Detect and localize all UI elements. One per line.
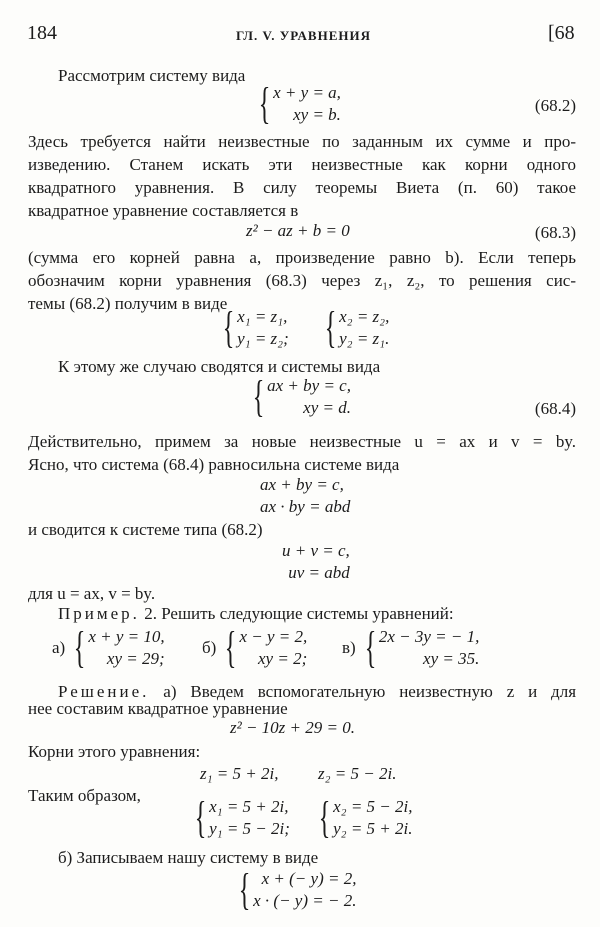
- equation-row: u + v = c,: [282, 541, 350, 560]
- equation-row: x · (− y) = − 2.: [253, 891, 357, 910]
- equation-row: x₁ = 5 + 2i,: [209, 797, 289, 816]
- equation-row: x − y = 2,: [239, 627, 308, 646]
- equation-row: x₁ = z₁,: [237, 307, 288, 326]
- quadratic-equation: z² − 10z + 29 = 0.: [230, 718, 355, 737]
- equation-number: (68.2): [534, 96, 576, 115]
- equation-row: x + (− y) = 2,: [261, 869, 357, 888]
- text-line: квадратное уравнение составляется в: [28, 201, 299, 220]
- equation-row: y₁ = z₂;: [237, 329, 289, 348]
- equation-row: y₂ = 5 + 2i.: [333, 819, 413, 838]
- solution-label: Решение.: [58, 682, 150, 701]
- section-number: [68: [548, 22, 575, 44]
- brace: {: [252, 372, 265, 421]
- example-system-a: [52, 623, 165, 672]
- text-line: (сумма его корней равна a, произведение равно b). Если теперь: [28, 248, 576, 267]
- item-label: б): [202, 638, 217, 657]
- equation-row: x₂ = z₂,: [339, 307, 390, 326]
- solution-system-1: [218, 303, 289, 352]
- brace: {: [238, 865, 251, 914]
- text-line: К этому же случаю сводятся и системы вида: [58, 357, 381, 376]
- item-label: в): [342, 638, 356, 657]
- solution-text: а) Введем вспомогательную неизвестную z и для: [163, 682, 577, 701]
- equation-number: (68.3): [534, 223, 576, 242]
- brace: {: [324, 303, 337, 352]
- reduced-system: [282, 540, 350, 584]
- final-system: [234, 865, 357, 914]
- equation-row: x₂ = 5 − 2i,: [333, 797, 413, 816]
- brace: {: [225, 623, 237, 672]
- text-line: Корни этого уравнения:: [28, 742, 201, 761]
- brace: {: [73, 623, 86, 672]
- example-heading: [58, 604, 576, 624]
- text-line: квадратного уравнения. В силу теоремы Виета (п. 60) такое: [28, 178, 576, 197]
- text-line: нее составим квадратное уравнение: [28, 699, 288, 718]
- example-system-b: [202, 623, 308, 672]
- equation-row: xy = d.: [303, 398, 351, 417]
- brace: {: [258, 79, 271, 128]
- root-1: z₁ = 5 + 2i,: [200, 764, 279, 783]
- text-line: для u = ax, v = by.: [28, 584, 156, 603]
- equation-row: ax + by = c,: [267, 376, 351, 395]
- brace: {: [364, 623, 377, 672]
- text-line: Таким образом,: [28, 786, 141, 805]
- equation-row: ax · by = abd: [260, 497, 351, 516]
- equation-row: uv = abd: [288, 563, 350, 582]
- running-header: ГЛ. V. УРАВНЕНИЯ: [236, 28, 371, 43]
- system-68-4: [248, 372, 351, 421]
- brace: {: [318, 793, 331, 842]
- equation-68-3: z² − az + b = 0: [246, 221, 350, 240]
- text-line: темы (68.2) получим в виде: [28, 294, 228, 313]
- result-system-1: [190, 793, 290, 842]
- equation-row: 2x − 3y = − 1,: [378, 627, 480, 646]
- example-text: 2. Решить следующие системы уравнений:: [144, 604, 454, 623]
- text-line: и сводится к системе типа (68.2): [28, 520, 263, 539]
- equation-row: ax + by = c,: [260, 475, 344, 494]
- text-line: Здесь требуется найти неизвестные по заданным их сумме и про-: [28, 132, 576, 151]
- equation-row: xy = 29;: [106, 649, 165, 668]
- item-label: а): [52, 638, 66, 657]
- equation-row: xy = 35.: [423, 649, 480, 668]
- equation-row: y₂ = z₁.: [339, 329, 390, 348]
- equation-row: y₁ = 5 − 2i;: [209, 819, 290, 838]
- equivalent-system: [260, 474, 350, 518]
- brace: {: [194, 793, 207, 842]
- equation-number: (68.4): [534, 399, 576, 418]
- result-system-2: [314, 793, 413, 842]
- text-line: Рассмотрим систему вида: [58, 66, 246, 85]
- example-system-c: [342, 623, 480, 672]
- equation-row: xy = b.: [293, 105, 341, 124]
- text-line: изведению. Станем искать эти неизвестные как корни одного: [28, 155, 576, 174]
- equation-row: x + y = 10,: [88, 627, 165, 646]
- brace: {: [222, 303, 235, 352]
- system-68-2: [254, 79, 341, 128]
- text-line: Действительно, примем за новые неизвестные u = ax и v = by.: [28, 432, 576, 451]
- equation-row: xy = 2;: [258, 649, 308, 668]
- text-line: б) Записываем нашу систему в виде: [58, 848, 319, 867]
- root-2: z₂ = 5 − 2i.: [318, 764, 397, 783]
- solution-system-2: [320, 303, 390, 352]
- text-line: Ясно, что система (68.4) равносильна системе вида: [28, 455, 400, 474]
- page-number: 184: [27, 22, 57, 44]
- text-line: обозначим корни уравнения (68.3) через z₁, z₂, то решения сис-: [28, 271, 576, 290]
- example-label: Пример.: [58, 604, 140, 623]
- equation-row: x + y = a,: [273, 83, 341, 102]
